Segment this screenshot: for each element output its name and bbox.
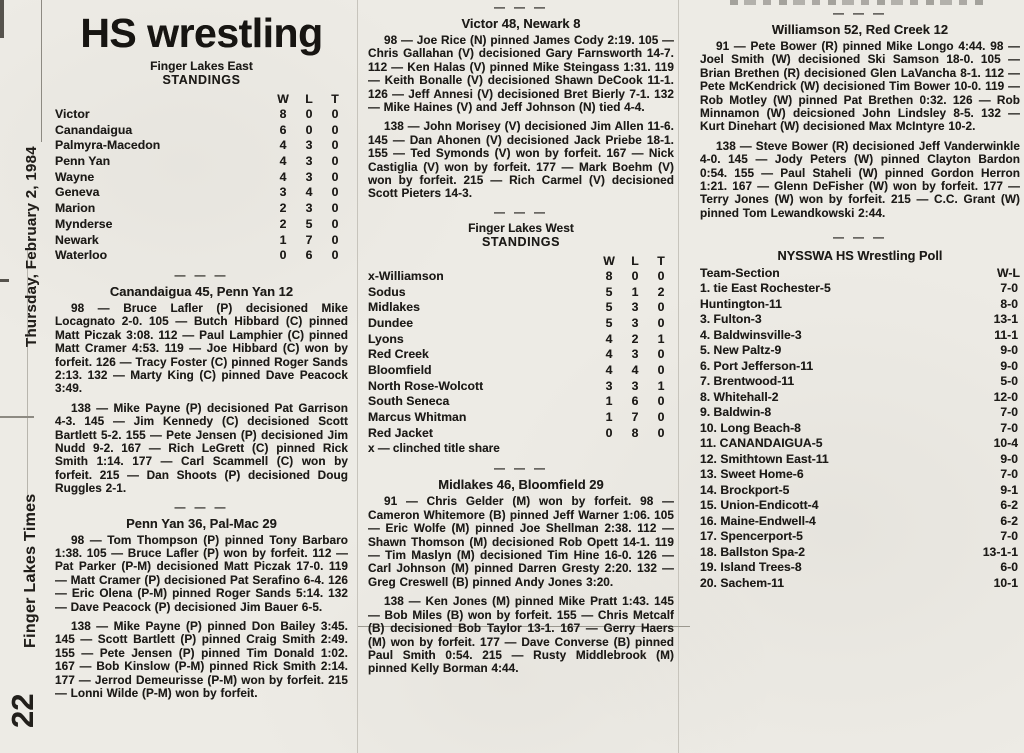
match-results-paragraph: 91 — Chris Gelder (M) won by forfeit. 98 — Cameron Whitemore (B) pinned Jeff Warner 1:06. 105 — Eric Wolfe (M) pinned Joe Shellman 2:38. 112 — Shawn Thomson (M) decisioned Rob Opett 14-1. 119 — Tim Maslyn (M) decisioned Tim Hine 16-0. 126 — Carl Johnson (M) pinned Darren Gresty 2:20. 132 — Greg Creswell (B) pinned Andy Jones 3:20. [368, 494, 674, 589]
ties: 0 [657, 363, 665, 377]
wins: 5 [605, 315, 613, 330]
poll-row [700, 297, 1020, 313]
ties: 2 [657, 284, 665, 299]
poll-row [700, 328, 1020, 344]
poll-row [700, 498, 1020, 514]
ties: 0 [657, 394, 665, 409]
losses: 3 [305, 169, 313, 184]
poll-record: 7-0 [1000, 529, 1018, 544]
team-name: Marcus Whitman [368, 410, 467, 425]
losses: 0 [305, 122, 313, 137]
poll-record: 10-4 [993, 436, 1018, 451]
headline: HS wrestling [80, 10, 323, 56]
poll-team: 6. Port Jefferson-11 [700, 358, 814, 373]
standings-row [368, 316, 674, 332]
poll-record: 7-0 [1000, 405, 1018, 420]
match-title: Midlakes 46, Bloomfield 29 [438, 477, 604, 493]
ties: 0 [657, 300, 665, 315]
col-losses: L [631, 253, 639, 268]
wins: 4 [279, 138, 287, 153]
team-name: North Rose-Wolcott [368, 378, 484, 393]
poll-record: 11-1 [994, 327, 1018, 342]
losses: 3 [305, 154, 313, 169]
match-results-paragraph: 138 — Mike Payne (P) pinned Don Bailey 3:45. 145 — Scott Bartlett (P) pinned Craig Smith 2:49. 155 — Pete Jensen (P) pinned Tim Donald 1:02. 167 — Bob Kinslow (P-M) pinned Rick Smith 2:14. 177 — Jerrod Demeurisse (P-M) won by forfeit. 215 — Lonni Wilde (P-M) won by forfeit. [55, 619, 348, 701]
wins: 8 [279, 107, 287, 121]
team-name: Palmyra-Macedon [55, 138, 161, 153]
poll-team: 20. Sachem-11 [700, 575, 785, 590]
column-divider [357, 0, 358, 753]
poll-col-team: Team-Section [700, 266, 780, 281]
wins: 3 [279, 185, 287, 200]
west-standings-subtitle: STANDINGS [481, 234, 561, 249]
scan-mark [0, 279, 9, 282]
col-wins: W [603, 253, 615, 268]
standings-row [368, 426, 674, 442]
ties: 0 [657, 425, 665, 440]
poll-rows [700, 281, 1020, 591]
poll-record: 10-1 [993, 575, 1018, 590]
standings-row [368, 410, 674, 426]
issue-date: Thursday, February 2, 1984 [23, 146, 40, 347]
team-name: Waterloo [55, 248, 108, 263]
standings-row [368, 394, 674, 410]
scan-mark [0, 0, 4, 38]
losses: 8 [631, 425, 639, 440]
wins: 4 [279, 169, 287, 184]
ties: 0 [331, 107, 339, 121]
ties: 1 [657, 331, 665, 346]
section-separator: — — — [832, 8, 888, 20]
team-name: Bloomfield [368, 363, 432, 377]
col-ties: T [331, 92, 339, 106]
east-standings-title: Finger Lakes East [150, 59, 253, 73]
west-standings-title: Finger Lakes West [468, 220, 574, 235]
poll-row [700, 421, 1020, 437]
left-column [55, 0, 348, 706]
team-name: Penn Yan [55, 154, 111, 169]
wins: 3 [605, 378, 613, 393]
poll-col-record: W-L [997, 266, 1020, 281]
poll-team: 12. Smithtown East-11 [700, 451, 829, 466]
team-name: Wayne [55, 169, 95, 184]
standings-row [55, 123, 348, 139]
poll-record: 6-0 [1000, 560, 1018, 575]
poll-record: 13-1 [993, 312, 1018, 327]
west-standings-table [368, 254, 674, 458]
losses: 5 [305, 216, 313, 231]
losses: 3 [305, 201, 313, 216]
team-name: Geneva [55, 185, 100, 200]
poll-title: NYSSWA HS Wrestling Poll [777, 248, 943, 264]
poll-row [700, 312, 1020, 328]
poll-row [700, 343, 1020, 359]
match-results-paragraph: 138 — John Morisey (V) decisioned Jim Allen 11-6. 145 — Dan Ahonen (V) decisioned Jack Priebe 18-1. 155 — Ted Symonds (V) won by forfeit. 167 — Nick Castiglia (V) won by forfeit. 177 — Mark Boehm (V) won by forfeit. 215 — Rich Carmel (V) decisioned Scott Pieters 14-3. [368, 119, 674, 201]
match-title: Penn Yan 36, Pal-Mac 29 [126, 515, 277, 531]
wins: 6 [279, 122, 287, 137]
ties: 0 [331, 232, 339, 247]
ties: 0 [331, 122, 339, 137]
poll-row [700, 514, 1020, 530]
match-results-paragraph: 98 — Joe Rice (N) pinned James Cody 2:19. 105 — Chris Gallahan (V) decisioned Gary Farnsworth 14-7. 112 — Ken Halas (V) pinned Mike Steingass 1:31. 119 — Keith Bonalle (V) decisioned Shawn DeCook 11-1. 126 — Jeff Annesi (V) decisioned Bret Bierly 7-1. 132 — Mike Haines (V) and Jeff Johnson (N) tied 4-4. [368, 33, 674, 115]
poll-team: 11. CANANDAIGUA-5 [700, 436, 823, 451]
poll-record: 5-0 [1000, 374, 1018, 389]
publication-name: Finger Lakes Times [22, 493, 39, 648]
poll-team: 5. New Paltz-9 [700, 343, 782, 358]
team-name: Marion [55, 201, 96, 216]
section-separator: — — — [832, 232, 888, 245]
poll-team: 7. Brentwood-11 [700, 374, 795, 389]
poll-row [700, 374, 1020, 390]
poll-row [700, 405, 1020, 421]
wins: 4 [605, 347, 613, 362]
losses: 0 [631, 268, 639, 283]
standings-row [368, 332, 674, 348]
match-results-paragraph: 98 — Bruce Lafler (P) decisioned Mike Locagnato 2-0. 105 — Butch Hibbard (C) pinned Matt Piczak 3:08. 112 — Paul Lamphier (C) pinned Matt Cramer 4:53. 119 — Joe Hibbard (C) won by forfeit. 126 — Tracy Foster (C) pinned Roger Sands 2:13. 132 — Marty King (C) pinned Dave Peacock 3:49. [55, 300, 348, 396]
section-separator: — — — [493, 2, 549, 14]
losses: 6 [631, 394, 639, 409]
standings-row [55, 248, 348, 264]
ties: 0 [657, 315, 665, 330]
losses: 7 [631, 410, 639, 425]
wins: 5 [605, 300, 613, 315]
wins: 2 [279, 216, 287, 231]
poll-row [700, 560, 1020, 576]
poll-row [700, 467, 1020, 483]
wins: 2 [279, 201, 287, 216]
team-name: Lyons [368, 331, 404, 346]
wins: 5 [605, 284, 613, 299]
match-title: Victor 48, Newark 8 [461, 16, 581, 31]
team-name: Dundee [368, 315, 414, 330]
poll-record: 6-2 [1000, 498, 1018, 513]
wins: 0 [279, 248, 287, 263]
losses: 3 [631, 347, 639, 362]
section-separator: — — — [493, 206, 549, 219]
poll-row [700, 452, 1020, 468]
match-results-paragraph: 138 — Mike Payne (P) decisioned Pat Garrison 4-3. 145 — Jim Kennedy (C) decisioned Scott Bartlett 5-2. 155 — Pete Jensen (P) decisioned Jim Nudd 9-2. 167 — Rich LeGrett (C) pinned Rick Smith 1:14. 177 — Carl Scammell (C) won by forfeit. 215 — Dan Shoots (P) decisioned Doug Ruggles 2-1. [55, 400, 348, 496]
right-column [700, 0, 1020, 591]
ties: 0 [657, 410, 665, 425]
east-standings-subtitle: STANDINGS [162, 73, 241, 87]
poll-team: 17. Spencerport-5 [700, 529, 803, 544]
margin-rule [41, 0, 42, 142]
poll-team: 3. Fulton-3 [700, 312, 762, 327]
losses: 1 [631, 284, 639, 299]
poll-team: 15. Union-Endicott-4 [700, 498, 819, 513]
section-separator: — — — [174, 269, 229, 282]
east-standings-rows [55, 107, 348, 264]
poll-record: 7-0 [1000, 420, 1018, 435]
standings-row [368, 285, 674, 301]
standings-row [368, 379, 674, 395]
poll-team: 8. Whitehall-2 [700, 389, 779, 404]
poll-team: 16. Maine-Endwell-4 [700, 513, 816, 528]
standings-row [55, 233, 348, 249]
poll-row [700, 390, 1020, 406]
poll-record: 8-0 [1000, 296, 1018, 311]
wins: 1 [279, 232, 287, 247]
poll-record: 13-1-1 [982, 544, 1018, 559]
losses: 0 [305, 107, 313, 121]
poll-row [700, 436, 1020, 452]
match-results-paragraph: 91 — Pete Bower (R) pinned Mike Longo 4:44. 98 — Joel Smith (W) decisioned Ski Samson 18-0. 105 — Brian Brethen (R) decisioned Glen LaVancha 8-1. 112 — Pete McKendrick (W) decisioned Tim Bower 10-0. 119 — Rob Motley (W) pinned Pat Brethen 0:32. 126 — Rob Minnamon (W) deicsioned John Lindsley 8-5. 132 — Kurt Dinehart (W) decisioned Max McIntyre 10-2. [700, 39, 1020, 134]
poll-team: 19. Island Trees-8 [700, 560, 802, 575]
wins: 8 [605, 268, 613, 283]
team-name: Canandaigua [55, 122, 133, 137]
clipped-text-sliver [730, 0, 986, 5]
east-standings-table [55, 92, 348, 264]
losses: 7 [305, 232, 313, 247]
poll-team: 18. Ballston Spa-2 [700, 544, 805, 559]
poll-record: 9-0 [1000, 358, 1018, 373]
section-separator: — — — [174, 501, 229, 514]
wins: 4 [605, 363, 613, 377]
wins: 4 [279, 154, 287, 169]
team-name: Red Creek [368, 347, 429, 362]
losses: 2 [631, 331, 639, 346]
standings-row [55, 201, 348, 217]
poll-record: 7-0 [1000, 467, 1018, 482]
standings-row [55, 170, 348, 186]
standings-row [55, 138, 348, 154]
section-separator: — — — [493, 463, 549, 476]
losses: 3 [305, 138, 313, 153]
wins: 4 [605, 331, 613, 346]
wins: 0 [605, 425, 613, 440]
standings-row [368, 347, 674, 363]
ties: 0 [331, 216, 339, 231]
match-results-paragraph: 98 — Tom Thompson (P) pinned Tony Barbaro 1:38. 105 — Bruce Lafler (P) won by forfeit. 112 — Pat Parker (P-M) decisioned Matt Piczak 17-0. 119 — Matt Cramer (P) decisioned Pat Serafino 6-4. 126 — Eric Olena (P-M) pinned Roger Sands 5:14. 132 — Dave Peacock (P) decisioned Jim Bauer 6-5. [55, 532, 348, 614]
losses: 3 [631, 300, 639, 315]
team-name: x-Williamson [368, 268, 444, 283]
team-name: Midlakes [368, 300, 420, 315]
col-wins: W [277, 92, 289, 106]
standings-header-row [55, 92, 348, 107]
standings-row [55, 154, 348, 170]
poll-header-row [700, 266, 1020, 281]
losses: 3 [631, 378, 639, 393]
standings-row [55, 185, 348, 201]
poll-record: 6-2 [1000, 513, 1018, 528]
ties: 0 [331, 248, 339, 263]
team-name: Sodus [368, 284, 406, 299]
ties: 0 [331, 201, 339, 216]
standings-row [368, 363, 674, 379]
team-name: Mynderse [55, 216, 113, 231]
poll-row [700, 529, 1020, 545]
col-ties: T [657, 253, 665, 268]
losses: 4 [305, 185, 313, 200]
team-name: Red Jacket [368, 425, 433, 440]
poll-row [700, 281, 1020, 297]
ties: 0 [331, 185, 339, 200]
col-losses: L [305, 92, 313, 106]
poll-team: 13. Sweet Home-6 [700, 467, 804, 482]
wins: 1 [605, 410, 613, 425]
page-number: 22 [5, 693, 40, 728]
poll-team: 10. Long Beach-8 [700, 420, 801, 435]
poll-team: 9. Baldwin-8 [700, 405, 772, 420]
poll-record: 9-1 [1000, 482, 1018, 497]
standings-row [55, 217, 348, 233]
ties: 0 [657, 268, 665, 283]
poll-team: 4. Baldwinsville-3 [700, 327, 802, 342]
poll-row [700, 545, 1020, 561]
poll-team: 1. tie East Rochester-5 [700, 281, 831, 296]
standings-row [368, 300, 674, 316]
ties: 0 [331, 154, 339, 169]
losses: 4 [631, 363, 639, 377]
ties: 0 [331, 138, 339, 153]
poll-row [700, 576, 1020, 592]
losses: 3 [631, 315, 639, 330]
team-name: South Seneca [368, 394, 450, 409]
poll-record: 9-0 [1000, 451, 1018, 466]
poll-team: 14. Brockport-5 [700, 482, 790, 497]
team-name: Newark [55, 232, 99, 247]
match-results-paragraph: 138 — Ken Jones (M) pinned Mike Pratt 1:43. 145 — Bob Miles (B) won by forfeit. 155 — Chris Metcalf (B) decisioned Bob Taylor 13-1. 167 — Gerry Haers (M) won by forfeit. 177 — Dave Converse (B) pinned Paul Smith 0:54. 215 — Rusty Middlebrook (M) pinned Kelly Borman 4:44. [368, 594, 674, 676]
poll-row [700, 483, 1020, 499]
standings-footnote: x — clinched title share [368, 441, 500, 456]
west-standings-rows [368, 269, 674, 442]
match-title: Canandaigua 45, Penn Yan 12 [109, 283, 294, 299]
match-results-paragraph: 138 — Steve Bower (R) decisioned Jeff Vanderwinkle 4-0. 145 — Jody Peters (W) pinned Clayton Bardon 0:54. 155 — Paul Staheli (W) pinned Gordon Herron 1:21. 167 — Glenn DeFisher (W) won by forfeit. 177 — Terry Jones (W) won by forfeit. 215 — C.C. Grant (W) pinned Tom Lewandkowski 2:44. [700, 138, 1020, 220]
column-divider [678, 0, 679, 753]
wins: 1 [605, 394, 613, 409]
poll-team: Huntington-11 [700, 296, 782, 311]
team-name: Victor [55, 107, 90, 121]
standings-row [368, 269, 674, 285]
poll-row [700, 359, 1020, 375]
middle-column [368, 0, 674, 682]
standings-row [55, 107, 348, 123]
poll-record: 7-0 [1000, 281, 1018, 296]
ties: 1 [657, 378, 665, 393]
poll-record: 12-0 [993, 389, 1018, 404]
ties: 0 [657, 347, 665, 362]
scan-mark [0, 416, 34, 418]
match-title: Williamson 52, Red Creek 12 [771, 22, 949, 37]
ties: 0 [331, 169, 339, 184]
standings-header-row [368, 254, 674, 269]
losses: 6 [305, 248, 313, 263]
poll-record: 9-0 [1000, 343, 1018, 358]
